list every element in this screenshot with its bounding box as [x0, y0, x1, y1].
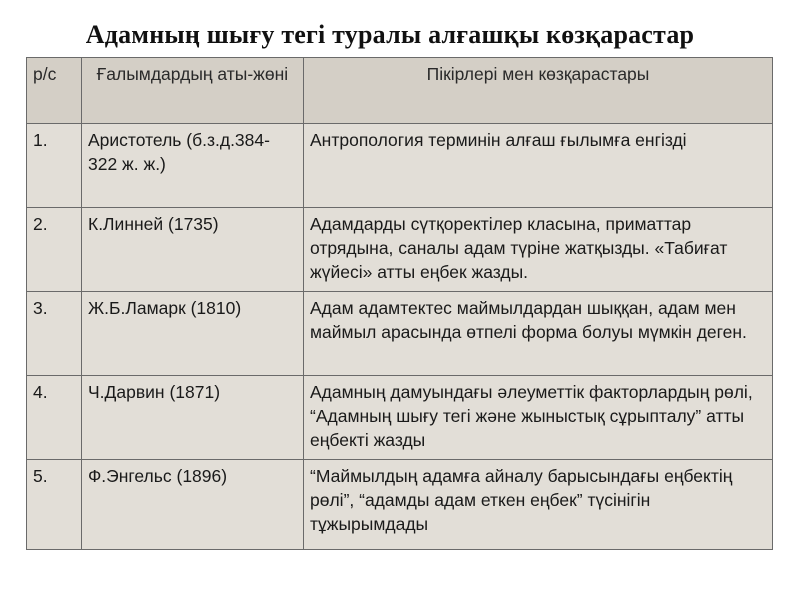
row-views: “Маймылдың адамға айналу барысындағы еңбектің рөлі”, “адамды адам еткен еңбек” түсінігін тұжырымдады [304, 460, 773, 550]
row-views: Адам адамтектес маймылдардан шыққан, адам мен маймыл арасында өтпелі форма болуы мүмкін деген. [304, 292, 773, 376]
row-number: 5. [27, 460, 82, 550]
row-number: 3. [27, 292, 82, 376]
row-views: Адамдарды сүтқоректілер класына, приматтар отрядына, саналы адам түріне жатқызды. «Табиғат жүйесі» атты еңбек жазды. [304, 208, 773, 292]
row-scientist-name: Ч.Дарвин (1871) [82, 376, 304, 460]
row-number: 2. [27, 208, 82, 292]
row-views: Антропология терминін алғаш ғылымға енгізді [304, 124, 773, 208]
row-scientist-name: Ф.Энгельс (1896) [82, 460, 304, 550]
table-row [27, 292, 773, 376]
header-number: р/с [27, 58, 82, 124]
header-views: Пікірлері мен көзқарастары [304, 58, 773, 124]
table-header-row [27, 58, 773, 124]
row-number: 1. [27, 124, 82, 208]
table-row [27, 376, 773, 460]
header-scientist-name: Ғалымдардың аты-жөні [82, 58, 304, 124]
table-row [27, 124, 773, 208]
page-title: Адамның шығу тегі туралы алғашқы көзқарастар [85, 20, 695, 49]
row-number: 4. [27, 376, 82, 460]
row-views: Адамның дамуындағы әлеуметтік факторлардың рөлі, “Адамның шығу тегі және жыныстық сұрыпталу” атты еңбекті жазды [304, 376, 773, 460]
row-scientist-name: Ж.Б.Ламарк (1810) [82, 292, 304, 376]
table-row [27, 460, 773, 550]
row-scientist-name: Аристотель (б.з.д.384-322 ж. ж.) [82, 124, 304, 208]
row-scientist-name: К.Линней (1735) [82, 208, 304, 292]
scientists-table [26, 57, 773, 550]
table-row [27, 208, 773, 292]
